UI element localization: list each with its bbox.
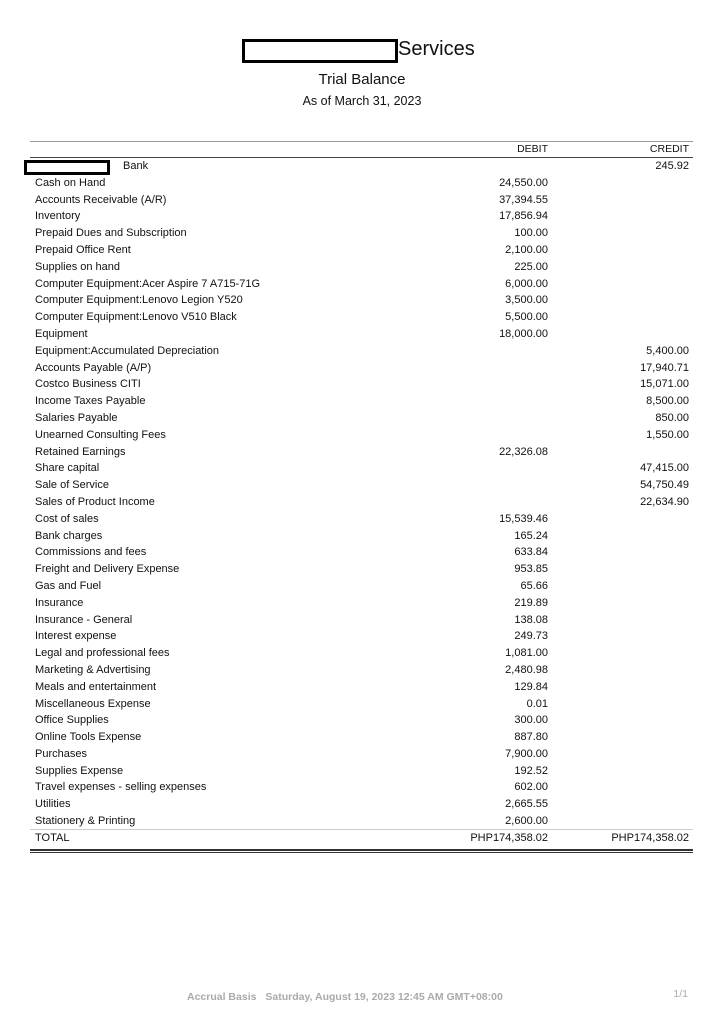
- table-row: [30, 779, 693, 796]
- debit-amount: 953.85: [514, 563, 548, 576]
- page-number: 1/1: [673, 988, 688, 1000]
- report-title: Trial Balance: [318, 71, 406, 88]
- account-name: Computer Equipment:Acer Aspire 7 A715-71G: [35, 277, 261, 290]
- account-name: Utilities: [35, 798, 71, 811]
- table-row: [30, 292, 693, 309]
- account-name: Commissions and fees: [35, 546, 147, 559]
- account-name: Legal and professional fees: [35, 647, 170, 660]
- table-row: [30, 662, 693, 679]
- credit-amount: 22,634.90: [640, 495, 689, 508]
- debit-amount: 2,600.00: [505, 815, 548, 828]
- debit-amount: 2,665.55: [505, 798, 548, 811]
- debit-amount: 5,500.00: [505, 311, 548, 324]
- credit-amount: 1,550.00: [646, 428, 689, 441]
- table-row: [30, 746, 693, 763]
- debit-amount: 100.00: [514, 227, 548, 240]
- table-row: [30, 729, 693, 746]
- account-name: Costco Business CITI: [35, 378, 141, 391]
- table-row: [30, 158, 693, 175]
- table-row: [30, 444, 693, 461]
- debit-amount: 22,326.08: [499, 445, 548, 458]
- table-row: [30, 494, 693, 511]
- table-row: [30, 192, 693, 209]
- account-name: Equipment: [35, 327, 88, 340]
- table-row: [30, 242, 693, 259]
- total-debit: PHP174,358.02: [470, 832, 548, 844]
- account-name: Accounts Receivable (A/R): [35, 193, 167, 206]
- table-row: [30, 511, 693, 528]
- account-name: Meals and entertainment: [35, 680, 157, 693]
- table-row: [30, 813, 693, 830]
- debit-amount: 1,081.00: [505, 647, 548, 660]
- credit-amount: 245.92: [655, 160, 689, 172]
- account-name: Prepaid Dues and Subscription: [35, 227, 187, 240]
- table-row: [30, 612, 693, 629]
- account-name: Supplies Expense: [35, 764, 124, 777]
- account-name: Sale of Service: [35, 479, 109, 492]
- company-name: [0, 36, 724, 66]
- credit-amount: 15,071.00: [640, 378, 689, 391]
- table-row: [30, 796, 693, 813]
- table-row: [30, 259, 693, 276]
- account-name: Unearned Consulting Fees: [35, 428, 166, 441]
- table-row: [30, 276, 693, 293]
- credit-amount: 8,500.00: [646, 395, 689, 408]
- table-row: [30, 376, 693, 393]
- debit-amount: 633.84: [514, 546, 548, 559]
- account-name: Marketing & Advertising: [35, 663, 151, 676]
- account-name: Sales of Product Income: [35, 495, 155, 508]
- table-row: [30, 628, 693, 645]
- account-name: Retained Earnings: [35, 445, 126, 458]
- table-row: [30, 578, 693, 595]
- account-name: Computer Equipment:Lenovo V510 Black: [35, 311, 237, 324]
- debit-column-header: DEBIT: [517, 143, 548, 155]
- table-row: [30, 208, 693, 225]
- account-name: Freight and Delivery Expense: [35, 563, 180, 576]
- redaction-box: [24, 160, 110, 175]
- credit-amount: 850.00: [655, 411, 689, 424]
- table-row: [30, 763, 693, 780]
- account-name: Purchases: [35, 747, 87, 760]
- table-row: [30, 175, 693, 192]
- debit-amount: 17,856.94: [499, 210, 548, 223]
- table-row: [30, 544, 693, 561]
- account-name: Insurance - General: [35, 613, 133, 626]
- table-row: [30, 679, 693, 696]
- debit-amount: 192.52: [514, 764, 548, 777]
- debit-amount: 300.00: [514, 714, 548, 727]
- credit-amount: 47,415.00: [640, 462, 689, 475]
- table-row: [30, 326, 693, 343]
- table-row: [30, 595, 693, 612]
- redaction-box: [242, 39, 398, 63]
- debit-amount: 602.00: [514, 781, 548, 794]
- account-name: Share capital: [35, 462, 100, 475]
- account-name: Prepaid Office Rent: [35, 243, 131, 256]
- table-row: [30, 225, 693, 242]
- table-row: [30, 427, 693, 444]
- double-underline: [30, 849, 693, 853]
- debit-amount: 0.01: [526, 697, 548, 710]
- debit-amount: 65.66: [520, 579, 548, 592]
- account-name: Accounts Payable (A/P): [35, 361, 152, 374]
- account-name: Cash on Hand: [35, 176, 106, 189]
- table-row: [30, 712, 693, 729]
- table-row: [30, 528, 693, 545]
- total-row: [30, 830, 693, 847]
- account-name: Interest expense: [35, 630, 117, 643]
- account-name: Income Taxes Payable: [35, 395, 146, 408]
- account-name: Miscellaneous Expense: [35, 697, 151, 710]
- table-row: [30, 696, 693, 713]
- account-name: Inventory: [35, 210, 81, 223]
- table-row: [30, 645, 693, 662]
- account-name: Gas and Fuel: [35, 579, 102, 592]
- account-name: Equipment:Accumulated Depreciation: [35, 344, 220, 357]
- debit-amount: 7,900.00: [505, 747, 548, 760]
- debit-amount: 6,000.00: [505, 277, 548, 290]
- trial-balance-table: [30, 158, 693, 830]
- credit-amount: 54,750.49: [640, 479, 689, 492]
- debit-amount: 2,480.98: [505, 663, 548, 676]
- account-name: Travel expenses - selling expenses: [35, 781, 207, 794]
- account-name: Supplies on hand: [35, 260, 121, 273]
- table-row: [30, 360, 693, 377]
- debit-amount: 219.89: [514, 596, 548, 609]
- credit-amount: 5,400.00: [646, 344, 689, 357]
- total-credit: PHP174,358.02: [611, 832, 689, 844]
- account-name: Insurance: [35, 596, 84, 609]
- table-row: [30, 393, 693, 410]
- debit-amount: 129.84: [514, 680, 548, 693]
- account-name: Stationery & Printing: [35, 815, 136, 828]
- debit-amount: 249.73: [514, 630, 548, 643]
- account-name: Salaries Payable: [35, 411, 118, 424]
- generated-timestamp: Saturday, August 19, 2023 12:45 AM GMT+08:00: [265, 991, 503, 1003]
- debit-amount: 225.00: [514, 260, 548, 273]
- table-row: [30, 460, 693, 477]
- debit-amount: 15,539.46: [499, 512, 548, 525]
- credit-amount: 17,940.71: [640, 361, 689, 374]
- report-footer: [187, 991, 503, 1003]
- debit-amount: 887.80: [514, 731, 548, 744]
- account-name: Cost of sales: [35, 512, 99, 525]
- table-row: [30, 477, 693, 494]
- table-row: [30, 343, 693, 360]
- company-name-suffix: Services: [398, 38, 475, 60]
- table-row: [30, 410, 693, 427]
- debit-amount: 18,000.00: [499, 327, 548, 340]
- credit-column-header: CREDIT: [649, 143, 689, 155]
- debit-amount: 37,394.55: [499, 193, 548, 206]
- debit-amount: 138.08: [514, 613, 548, 626]
- table-row: [30, 561, 693, 578]
- account-name: Computer Equipment:Lenovo Legion Y520: [35, 294, 243, 307]
- debit-amount: 2,100.00: [505, 243, 548, 256]
- accounting-basis: Accrual Basis: [187, 991, 257, 1003]
- account-name: Bank charges: [35, 529, 103, 542]
- table-row: [30, 309, 693, 326]
- account-name: Office Supplies: [35, 714, 109, 727]
- report-date: As of March 31, 2023: [302, 94, 422, 108]
- debit-amount: 24,550.00: [499, 176, 548, 189]
- debit-amount: 3,500.00: [505, 294, 548, 307]
- account-name: Online Tools Expense: [35, 731, 142, 744]
- debit-amount: 165.24: [514, 529, 548, 542]
- total-label: TOTAL: [35, 832, 70, 844]
- top-divider: [30, 141, 693, 142]
- account-name: Bank: [123, 160, 149, 172]
